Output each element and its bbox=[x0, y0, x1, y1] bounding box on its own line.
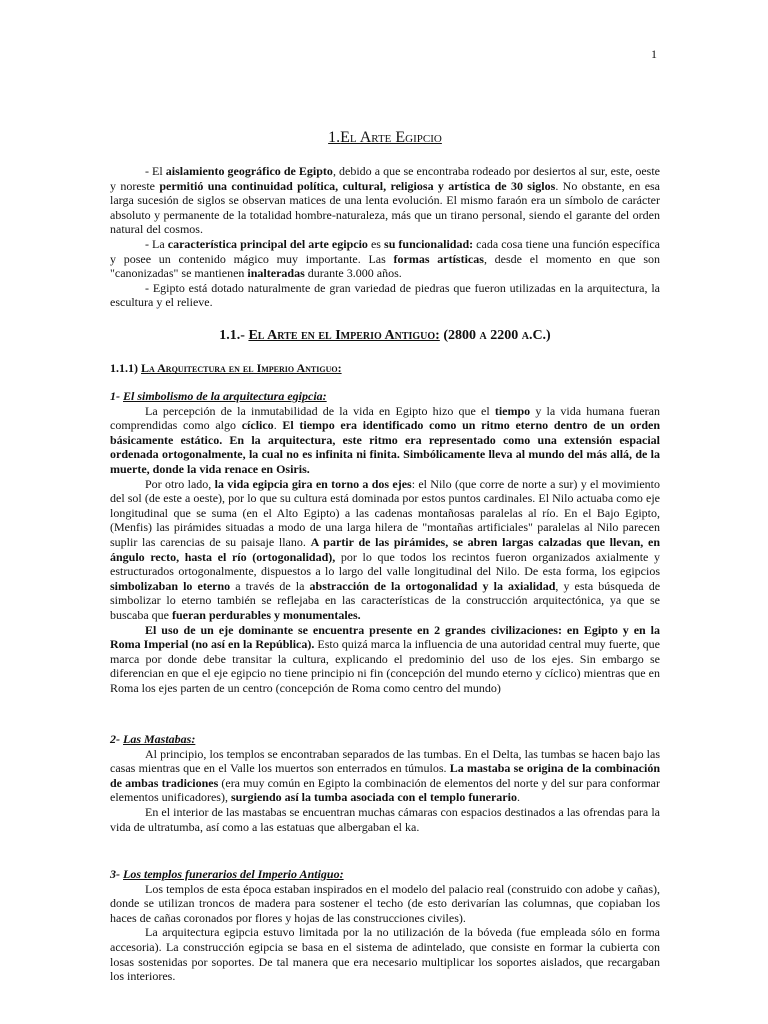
body-paragraph bbox=[110, 882, 660, 926]
body-paragraph bbox=[110, 925, 660, 983]
intro-paragraph bbox=[110, 281, 660, 310]
topic-symbolism bbox=[110, 389, 660, 695]
main-title bbox=[110, 131, 660, 146]
title-number: 1. bbox=[328, 129, 341, 146]
bold-text: abstracción de la ortogonalidad y la axialidad bbox=[309, 578, 556, 593]
text-run: En el interior de las mastabas se encuentran muchas cámaras con espacios destinados a las ofrendas para la vida de ultratumba, así como a las estatuas que albergaban el ka. bbox=[110, 804, 660, 834]
bold-text: fueran perdurables y monumentales. bbox=[171, 607, 361, 622]
body-paragraph bbox=[110, 805, 660, 834]
bold-text: tiempo bbox=[494, 403, 531, 418]
text-run: . bbox=[273, 418, 283, 433]
section-dates: (2800 a 2200 a.C.) bbox=[439, 328, 551, 343]
section-heading bbox=[110, 329, 660, 344]
subsection-title: La Arquitectura en el Imperio Antiguo: bbox=[141, 361, 342, 375]
bold-text: surgiendo así la tumba asociada con el templo funerario bbox=[230, 790, 517, 805]
bold-text: simbolizaban lo eterno bbox=[110, 578, 231, 593]
bold-text: aislamiento geográfico de Egipto bbox=[165, 164, 333, 178]
topic-title: Las Mastabas: bbox=[123, 732, 196, 746]
intro-text bbox=[110, 164, 660, 310]
topic-title: El simbolismo de la arquitectura egipcia: bbox=[123, 389, 327, 403]
text-run: La arquitectura egipcia estuvo limitada por la no utilización de la bóveda (fue empleada sólo en forma accesoria). La construcción egipcia se basa en el sistema de adintelado, que consiste en formar la cubierta con losas sostenidas por soportes. De tal manera que era necesario multiplicar los soportes aislados, que recargaban los interiores. bbox=[110, 925, 660, 984]
bold-text: La mastaba se origina de la combinación de ambas tradiciones bbox=[110, 761, 660, 790]
text-run: - La bbox=[145, 236, 168, 251]
topic-heading bbox=[110, 867, 660, 882]
topic-title: Los templos funerarios del Imperio Antiguo: bbox=[123, 867, 344, 881]
text-run: durante 3.000 años. bbox=[304, 266, 402, 281]
text-run: La percepción de la inmutabilidad de la vida en Egipto hizo que el bbox=[145, 403, 495, 418]
subsection-number: 1.1.1) bbox=[110, 361, 141, 375]
intro-paragraph bbox=[110, 164, 660, 237]
text-run: . No obstante, en esa larga sucesión de siglos se observan matices de una lenta evolución. El mismo faraón era un símbolo de carácter absoluto y permanente de la totalidad hombre-naturaleza, más que un tirano personal, siendo el garante del orden natural del cosmos. bbox=[110, 178, 661, 237]
text-run: Al principio, los templos se encontraban separados de las tumbas. En el Delta, las tumbas se hacen bajo las casas mientras que en el Valle los muertos son enterrados en túmulos. bbox=[110, 746, 660, 776]
bold-text: característica principal del arte egipcio bbox=[167, 236, 368, 251]
text-run: . bbox=[516, 790, 520, 805]
topic-number: 2- bbox=[110, 732, 123, 746]
topic-funerary-temples bbox=[110, 867, 660, 984]
text-run: por lo que todos los recintos fueron organizados axialmente y estructurados ortogonalmente, dispuestos a lo largo del valle longitudinal del Nilo. De esta forma, los egipcios bbox=[110, 549, 660, 579]
intro-paragraph bbox=[110, 237, 660, 281]
text-run: y la vida humana fueran comprendidas como algo bbox=[110, 403, 660, 433]
bold-text: su funcionalidad: bbox=[384, 236, 474, 251]
bold-text: la vida egipcia gira en torno a dos ejes bbox=[214, 476, 412, 491]
body-paragraph bbox=[110, 404, 660, 477]
section-number: 1.1.- bbox=[219, 328, 249, 343]
text-run: Los templos de esta época estaban inspirados en el modelo del palacio real (construido con adobe y cañas), donde se utilizan troncos de madera para sostener el techo (de esto derivarían las columnas, que copiaban los haces de cañas coronados por flores y hojas de las construcciones civiles). bbox=[110, 881, 660, 925]
text-run: , debido a que se encontraba rodeado por desiertos al sur, este, oeste y noreste bbox=[110, 164, 661, 193]
bold-text: permitió una continuidad política, cultural, religiosa y artística de 30 siglos bbox=[159, 178, 556, 193]
text-run: : el Nilo (que corre de norte a sur) y el movimiento del sol (de este a oeste), por lo que su cultura está dominada por estos puntos cardinales. El Nilo actuaba como eje longitudinal que se suma (en el Alto Egipto) a las cadenas montañosas paralelas al río. En el Bajo Egipto, (Menfis) las pirámides situadas a modo de una larga hilera de "montañas artificiales" paralelas al Nilo parecen suplir las carencias de su paisaje llano. bbox=[110, 476, 661, 549]
topic-heading bbox=[110, 389, 660, 404]
text-run: - El bbox=[145, 164, 166, 178]
text-run: a través de la bbox=[230, 578, 310, 593]
text-run: Esto quizá marca la influencia de una autoridad central muy fuerte, que marca por donde debe transitar la cultura, explicando el predominio del uso de los ejes. Sin embargo se diferencian en que el eje egipcio no tiene principio ni fin (concepción del mundo eterno y cíclico) mientras que en Roma los ejes parten de un centro (concepción de Roma como centro del mundo) bbox=[110, 637, 660, 695]
bold-text: inalteradas bbox=[247, 266, 305, 281]
body-paragraph bbox=[110, 477, 660, 623]
body-paragraph bbox=[110, 747, 660, 805]
body-paragraph bbox=[110, 623, 660, 696]
bold-text: El tiempo era identificado como un ritmo eterno dentro de un orden básicamente estático. En la arquitectura, este ritmo era representado como una extensión espacial ordenada ortogonalmente, la cual no es infinita ni finita. Simbólicamente lleva al mundo del más allá, de la muerte, donde la vida renace en Osiris. bbox=[110, 418, 660, 476]
text-run: , y esta búsqueda de simbolizar lo eterno también se reflejaba en las características de la construcción arquitectónica, ya que se buscaba que bbox=[110, 578, 661, 622]
text-run: es bbox=[367, 236, 385, 251]
title-text: El Arte Egipcio bbox=[340, 129, 442, 146]
bold-text: A partir de las pirámides, se abren largas calzadas que llevan, en ángulo recto, hasta el río (ortogonalidad), bbox=[110, 534, 660, 564]
topic-number: 1- bbox=[110, 389, 123, 403]
subsection-heading bbox=[110, 361, 660, 376]
text-run: - Egipto está dotado naturalmente de gran variedad de piedras que fueron utilizadas en la arquitectura, la escultura y el relieve. bbox=[110, 280, 660, 310]
page-number: 1 bbox=[651, 47, 657, 61]
bold-text: cíclico bbox=[241, 418, 274, 433]
topic-heading bbox=[110, 732, 660, 747]
bold-text: formas artísticas bbox=[393, 251, 484, 266]
topic-number: 3- bbox=[110, 867, 123, 881]
text-run: , desde el momento en que son "canonizadas" se mantienen bbox=[110, 251, 661, 281]
text-run: (era muy común en Egipto la combinación de elementos del norte y del sur para conformar elementos unificadores), bbox=[110, 775, 660, 805]
section-title: El Arte en el Imperio Antiguo: bbox=[248, 328, 440, 343]
text-run: Por otro lado, bbox=[145, 476, 215, 491]
bold-text: El uso de un eje dominante se encuentra presente en 2 grandes civilizaciones: en Egipto y en la Roma Imperial (no así en la República). bbox=[110, 622, 660, 652]
text-run: cada cosa tiene una función específica y posee un contenido mágico muy importante. Las bbox=[110, 236, 660, 266]
topic-mastabas bbox=[110, 732, 660, 834]
